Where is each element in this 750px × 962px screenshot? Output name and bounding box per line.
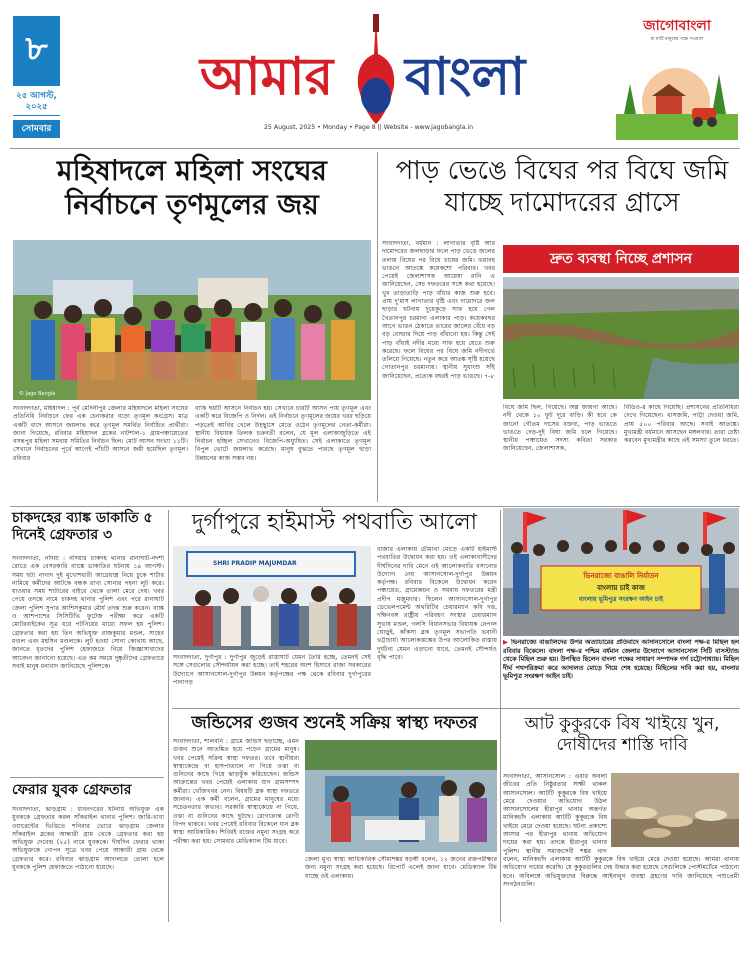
headline-jaundice: জন্ডিসের গুজব শুনেই সক্রিয় স্বাস্থ্য দফতর xyxy=(191,713,478,733)
body-durgapur-left: সংবাদদাতা, দুর্গাপুর : দুর্গাপুর জুড়েই রাস্তাঘাট যেমন তৈরি হচ্ছে, তেমনই সেই সঙ্গে সেগুলোর সৌন্দর্যায়ন করা হচ্ছে। তাই শহরের অংশ হিসাবে রাজ্য সরকারের উদ্যোগে আসানসোল-দুর্গাপুর উন্নয়ন কর্তৃপক্ষের পক্ষ থেকে রবিবার দুর্গাপুরের পানাগড় xyxy=(173,654,371,686)
ektara-icon xyxy=(346,14,406,132)
body-damodar-mid: বিঘে জমি ছিল, গিয়েছে। অল্প জায়গা আছে। নদী থেকে ১০ ফুট দূরে বাড়ি। কী হবে কে জানে! গৌতম দাসের বক্তব্য, পাড় ভাঙতে ভাঙতে দেড়-দুই বিঘা জমি চলে গিয়েছে। স্থানীয় পঞ্চায়েত সদস্য কবিতা সরকার জানিয়েছেন, জেলাশাসক, xyxy=(503,404,617,453)
photo-rally xyxy=(503,508,739,636)
headline-dogs: আট কুকুরকে বিষ খাইয়ে খুন, দোষীদের শাস্তি দাবি xyxy=(524,714,720,755)
photo-damodar xyxy=(503,277,739,399)
body-mahishadal-1: সংবাদদাতা, মহিষাদল : পূর্ব মেদিনীপুর জেলার মহিষাদলে মহিলা সংঘের প্রতিনিধি নির্বাচনে ফের এক চেনাকরার বড়ো তৃণমূল কংগ্রেস। মাত্র একটি বাদে আসনে জয়লাভ করে তৃণমূল সমর্থিত নির্বাচিত প্রার্থীরা। জানা গিয়েছে, রবিবার মহিষাদল ব্লকের নাটশাল-১ গ্রামপঞ্চায়েতের বসন্তপুর মহিলা সমবায় সমিতির নির্বাচন ছিল। মোট আসন সংখ্যা ১১টি। সেখানে নির্বাচনের পূর্বে আগেই পাঁচটি আসনে জয়ী হয়েছিল তৃণমূল। রবিবার xyxy=(13,405,188,462)
logo xyxy=(200,36,560,126)
photo-durgapur xyxy=(173,546,371,650)
body-dogs xyxy=(503,773,739,923)
body-jaundice-left: সংবাদদাতা, শালবনি : গ্রামে জন্ডিস ছড়াচ্ছে, এমন গুজব শুনে আতঙ্কিত হয়ে পড়েন গ্রামের মানুষ। খবর পেয়েই সক্রিয় স্বাস্থ্য দফতর। তবে স্থানীয়রা স্বাস্থ্যকেন্দ্রে বা হাসপাতালে না গিয়ে ওঝা বা গুনিনের কাছে গিয়ে ঝাড়ফুঁক করিয়েছেন। জন্ডিস আক্রান্তের খবর পেয়েই এলাকায় যান গ্রামসম্পদ কর্মীরা। খোঁজখবর নেন। বিষয়টি ব্লক স্বাস্থ্য দফতরে জানান। এক কর্মী বলেন, গ্রামের মানুষের মধ্যে সচেতনতার অভাব। সরকারি স্বাস্থ্যকেন্দ্রে না গিয়ে, ওঝা বা গুনিনের কাছে ছুটছে। রোগাক্রান্ত রোগী বিপদ থাকবে। খবর পেয়েই রবিবার বিকেলে যান ব্লক স্বাস্থ্য আধিকারিক। শিবিরই রক্তের নমুনা সংগ্রহ করে পরীক্ষা করা হয়। সোমবার মেডিক্যাল টিম যাবে। xyxy=(173,738,299,845)
headline-youth-arrest: ফেরার যুবক গ্রেফতার xyxy=(12,782,132,798)
logo-left: আমার xyxy=(200,47,334,107)
caption-rally-text: ভিনরাজ্যে বাঙালিদের উপর অত্যাচারের প্রতিবাদে আসানসোলে বাংলা পক্ষ-র মিছিল হল রবিবার বিকেলে। বাংলা পক্ষ-র পশ্চিম বর্ধমান জেলার উদ্যোগে আসানসোল সিটি বাসস্ট্যান্ড থেকে মিছিল শুরু হয়। উপস্থিত ছিলেন বাংলা পক্ষের সাধারণ সম্পাদক গর্গ চট্টোপাধ্যায়। মিছিল দীর্ঘ পথপরিক্রমা করে আদালত মোড়ে গিয়ে শেষ হয়েছে। মিছিলের দাবি করা হয়, বাংলার ভূমিপুত্র সংরক্ষণ আইন চাই। xyxy=(503,639,739,681)
village-illustration xyxy=(616,44,738,140)
page-number-box xyxy=(13,16,60,86)
body-youth-arrest: সংবাদদাতা, ঝাড়গ্রাম : ধাবনগরের ঘটনায় অভিযুক্ত এক যুবককে গ্রেফতার করল সাঁকরাইল থানার পুলিশ। জারি-খাবা ওয়ারেন্টের ভিত্তিতে শনিবার ভোরে ঝাড়গ্রাম জেলার সাঁকরাইল ব্লকের আন্ধারী গ্রাম থেকে গ্রেফতার করা হয় অভিযুক্ত দেবেন্দ্র (২৫) নামে যুবককে। দীর্ঘদিন ফেরার থাকা অভিযুক্তকে গোপন সূত্রে খবর পেয়ে আন্ধারী গ্রাম থেকে গ্রেফতার করে। রবিবার ঝাড়গ্রাম আদালতে তোলা হলে যুবককে পুলিশ হেফাজতে পাঠানো হয়েছে। xyxy=(12,806,164,872)
body-dogs-text: সংবাদদাতা, আসানসোল : এবার অবলা জীবের প্রতি নিষ্ঠুরতার সাক্ষী থাকল আসানসোল। আটটি কুকুরকে বিষ খাইয়ে মেরে দেওয়ার অভিযোগ উঠল আসানসোলের হীরাপুর থানার অন্তর্গত মানিকচাঁদ এলাকায় আটটি কুকুরকে বিষ খাইয়ে মেরে দেওয়া হয়েছে। ঘটনা প্রকাশ্যে আসার পর হীরাপুর থানায় অভিযোগ দায়ের করা হয়। তদন্তে হীরাপুর থানার পুলিশ। স্থানীয় সমাজসেবী শঙ্কর নাগ বলেন, মানিকচাঁদ এলাকায় আটটি কুকুরকে বিষ খাইয়ে মেরে দেওয়া হয়েছে। আমরা থানায় অভিযোগ দায়ের করেছি। যে কুকুরগুলির দেহ উদ্ধার করা হয়েছে সেগুলিকে পোস্টমর্টেমে পাঠানো হবে। অবিলম্বে অভিযুক্তদের বিরুদ্ধে আইনানুগ ব্যবস্থা গ্রহণের দাবি জানিয়েছে পশুপ্রেমী সংগঠনগুলি। xyxy=(503,773,739,888)
body-chakdaha: সংবাদদাতা, নদিয়া : নদিয়ার চাকদহ থানার রানাঘাট-নদর্শা রোডে এক বেসরকারি ব্যাঙ্কে ডাকাতির ঘটনায় ১৯ আগস্ট। সময় ছটা নাগাদ দুই মুখোশধারী আগ্নেয়াস্ত্র নিয়ে ঢুকে শার্টার নামিয়ে কর্মীদের আটকে বন্ধক রাখা সোনার গহনা লুট করে। যাওয়ার সময় শাটারের বাইরে থেকে তালা মেরে দেয়। খবর পেয়ে তদন্তে নামে চাকদহ থানার পুলিশ এবং পরে রানাঘাট জেলা পুলিশ সুপার আশিসকুমার মৌর্য তদন্ত শুরু করেন। ব্যাঙ্ক ও আশপাশের সিসিটিভি ফুটেজ পরীক্ষা করে একটি মোটরবাইকের সূত্র ধরে পটনিয়ের মাধ্যে সফল হয় পুলিশ। গ্রেফতার করা হয় তিন অভিযুক্ত রাজকুমার মণ্ডল, সাহেব মণ্ডল এবং মহসিন মণ্ডলকে। লুট হওয়া সোনা কোথায় আছে, জানতে ধৃতদের পুলিশ হেফাজতে নিয়ে জিজ্ঞাসাবাদের আবেদন জানানো হয়েছে। এত কম সময়ে দুষ্কৃতীদের গ্রেফতারে সবাই মানুষ ধন্যবাদ জানিয়েছে পুলিশকে। xyxy=(12,555,164,670)
headline-durgapur: দুর্গাপুরে হাইমাস্ট পথবাতি আলো xyxy=(191,510,478,535)
rally-banner-line3: বাংলায় ভূমিপুত্র সংরক্ষণ আইন চাই xyxy=(579,596,663,603)
caption-arrow-icon: ▶ xyxy=(503,639,511,646)
day-label: সোমবার xyxy=(13,120,60,138)
durgapur-banner-text: SHRI PRADIP MAJUMDAR xyxy=(213,560,297,567)
rally-banner-line1: ভিনরাজ্যে বাঙালি নির্যাতন xyxy=(583,572,659,580)
brand-logo xyxy=(616,16,738,140)
body-durgapur-right: বাজার এলাকায় চৌমাথা মোড়ে একটি হাইমাস্ট পথবাতির উদ্বোধন করা হয়। ওই এলাকাবাসীদের দীর্ঘদিনের দাবি মেনে ওই আলোকবাতি বসানোর উদ্যোগ নেয় আসানসোল-দুর্গাপুর উন্নয়ন কর্তৃপক্ষ। রবিবার বিকেলে উদ্বোধন করেন পঞ্চায়েত, গ্রামোন্নয়ন ও সমবায় দফতরের মন্ত্রী প্রদীপ মজুমদার। ছিলেন আসানসোল-দুর্গাপুর ডেভেলপমেন্ট অথরিটির চেয়ারম্যান কবি দত্ত, দক্ষিণবঙ্গ রাষ্ট্রীয় পরিবহণ সংস্থার চেয়ারম্যান সুভাষ মণ্ডল, গলসি বিধানসভার বিধায়ক নেপাল ঘোড়ুই, কাঁকসা ব্লক তৃণমূল সভাপতি ভবানী ভট্টাচার্য। আলোকস্তম্ভের উপর আলোকিত রাস্তায় দুর্ঘটনা যেমন এড়ানো যাবে, তেমনই সৌন্দর্যও বৃদ্ধি পাবে। xyxy=(377,546,497,661)
body-mahishadal-2: বাকি ছয়টি আসনে নির্বাচন হয়। সেখানে চারটি আসন পায় তৃণমূল এবং একটি করে বিজেপি ও নির্দল। এই নির্বাচনে তৃণমূলের জয়ের খবর ছড়িয়ে পড়তেই আবির খেলে উচ্ছ্বাসে মেতে ওঠেন তৃণমূলের নেতা-কর্মীরা। স্থানীয় বিধায়ক তিলক চক্রবর্তী বলেন, যে মূল এলাকাজুড়িতে এই নির্বাচন হচ্ছিল সেখানেও বিজেপি-অধ্যুষিত। সেই এলাকাতে তৃণমূল বিপুল ভোটে জয়লাভ করেছে। মানুষ বুঝতে পারছে তৃণমূল ছাড়া উন্নয়নের কাজ সম্ভব নয়। xyxy=(195,405,371,462)
photo-jaundice xyxy=(305,740,497,852)
body-damodar-left: সংবাদদাতা, বর্ধমান : লাগাতার বৃষ্টি আর দামোদরের জলছাড়ার ফলে পাড় ভেঙে জলের তলায় বিঘের পর বিঘে চাষের জমি। ভয়াবহ ভাঙনে আতঙ্কে কয়েকশো পরিবার। খবর পেয়েই জেলাশাসক আয়েষা রানি এ জানিয়েছেন, সেচ দফতরের সঙ্গে কথা হয়েছে। খুব তাড়াতাড়ি পাড় বাঁধার কাজ শুরু হবে। প্রায় দু'মাস লাগাতার বৃষ্টি এবং দামোদরে জল ছাড়ার ঘটনায় দুয়েকুড়ে সাফ হয়ে গেল খৈতানপুর চরমানা এলাকার পাড়। কয়েকবছর আগে ভাঙন ঠেকাতে তারের জালের বেঁধে বড় বড় বোল্ডার দিয়ে পাড় বাঁধানো হয়। কিন্তু সেই পাড় বাঁধাই নদীর মধ্যে সাফ হয়ে যেতে শুরু করেছে। ফলে বিঘের পর বিঘে জমি নদীগর্ভে তলিয়ে গিয়েছে। নতুন করে আতঙ্ক সৃষ্টি হয়েছে গোতানপুর চরমানায়। স্থানীয় সুধাংশু সাঁই জানিয়েছেন, প্রত্যেক বছরই পাড় ভাঙছে। ৭-৮ xyxy=(382,240,495,380)
photo-mahishadal xyxy=(13,240,371,400)
photo-credit: © Jago Bangla xyxy=(19,391,56,397)
caption-rally xyxy=(503,639,739,705)
masthead-tagline: 25 August, 2025 • Monday • Page 8 || Website - www.jagobangla.in xyxy=(264,124,474,131)
rally-banner-line2: বাংলায় চাই কাজ xyxy=(597,584,645,592)
page-number: ৮ xyxy=(25,29,48,69)
headline-damodar: পাড় ভেঙে বিঘের পর বিঘে জমি যাচ্ছে দামোদরের গ্রাসে xyxy=(395,156,729,218)
date-label: ২৫ আগস্ট, ২০২৫ xyxy=(13,88,60,116)
body-damodar-right: বিডিও-র কাছে গিয়েছি। প্রশাসনের প্রতিনিধিরা দেখে গিয়েছেন। খাসজমি, পাট্টা দেওয়া জমি, প্রায় ৫০০ পরিবার আছে। সবাই আতঙ্কে। মুখ্যমন্ত্রী বর্ধমানে আসছেন মঙ্গলবার। তারা চেষ্টা করবেন মুখ্যমন্ত্রীর কাছে এই সমস্যা তুলে ধরতে। xyxy=(624,404,739,445)
headline-mahishadal: মহিষাদলে মহিলা সংঘের নির্বাচনে তৃণমূলের জয় xyxy=(57,154,327,222)
logo-right: বাংলা xyxy=(405,47,526,107)
headline-chakdaha: চাকদহের ব্যাঙ্ক ডাকাতি ৫ দিনেই গ্রেফতার ৩ xyxy=(12,510,153,544)
photo-dogs xyxy=(611,773,739,847)
body-jaundice-right: জেলা মুখ্য স্বাস্থ্য আধিকারিক সৌম্যশঙ্কর ষড়ঙ্গী বলেন, ১২ জনের রক্তপরীক্ষার জন্য নমুনা সংগ্রহ করা হয়েছে। রিপোর্ট এলেই জানা যাবে। মেডিক্যাল টিম যাচ্ছে ওই এলাকায়। xyxy=(305,856,497,880)
brand-logo-text: জাগোবাংলা xyxy=(643,18,711,34)
subhead-damodar: দ্রুত ব্যবস্থা নিচ্ছে প্রশাসন xyxy=(503,245,739,273)
brand-sub: মা মাটি মানুষের পক্ষে সওয়াল xyxy=(650,37,704,42)
